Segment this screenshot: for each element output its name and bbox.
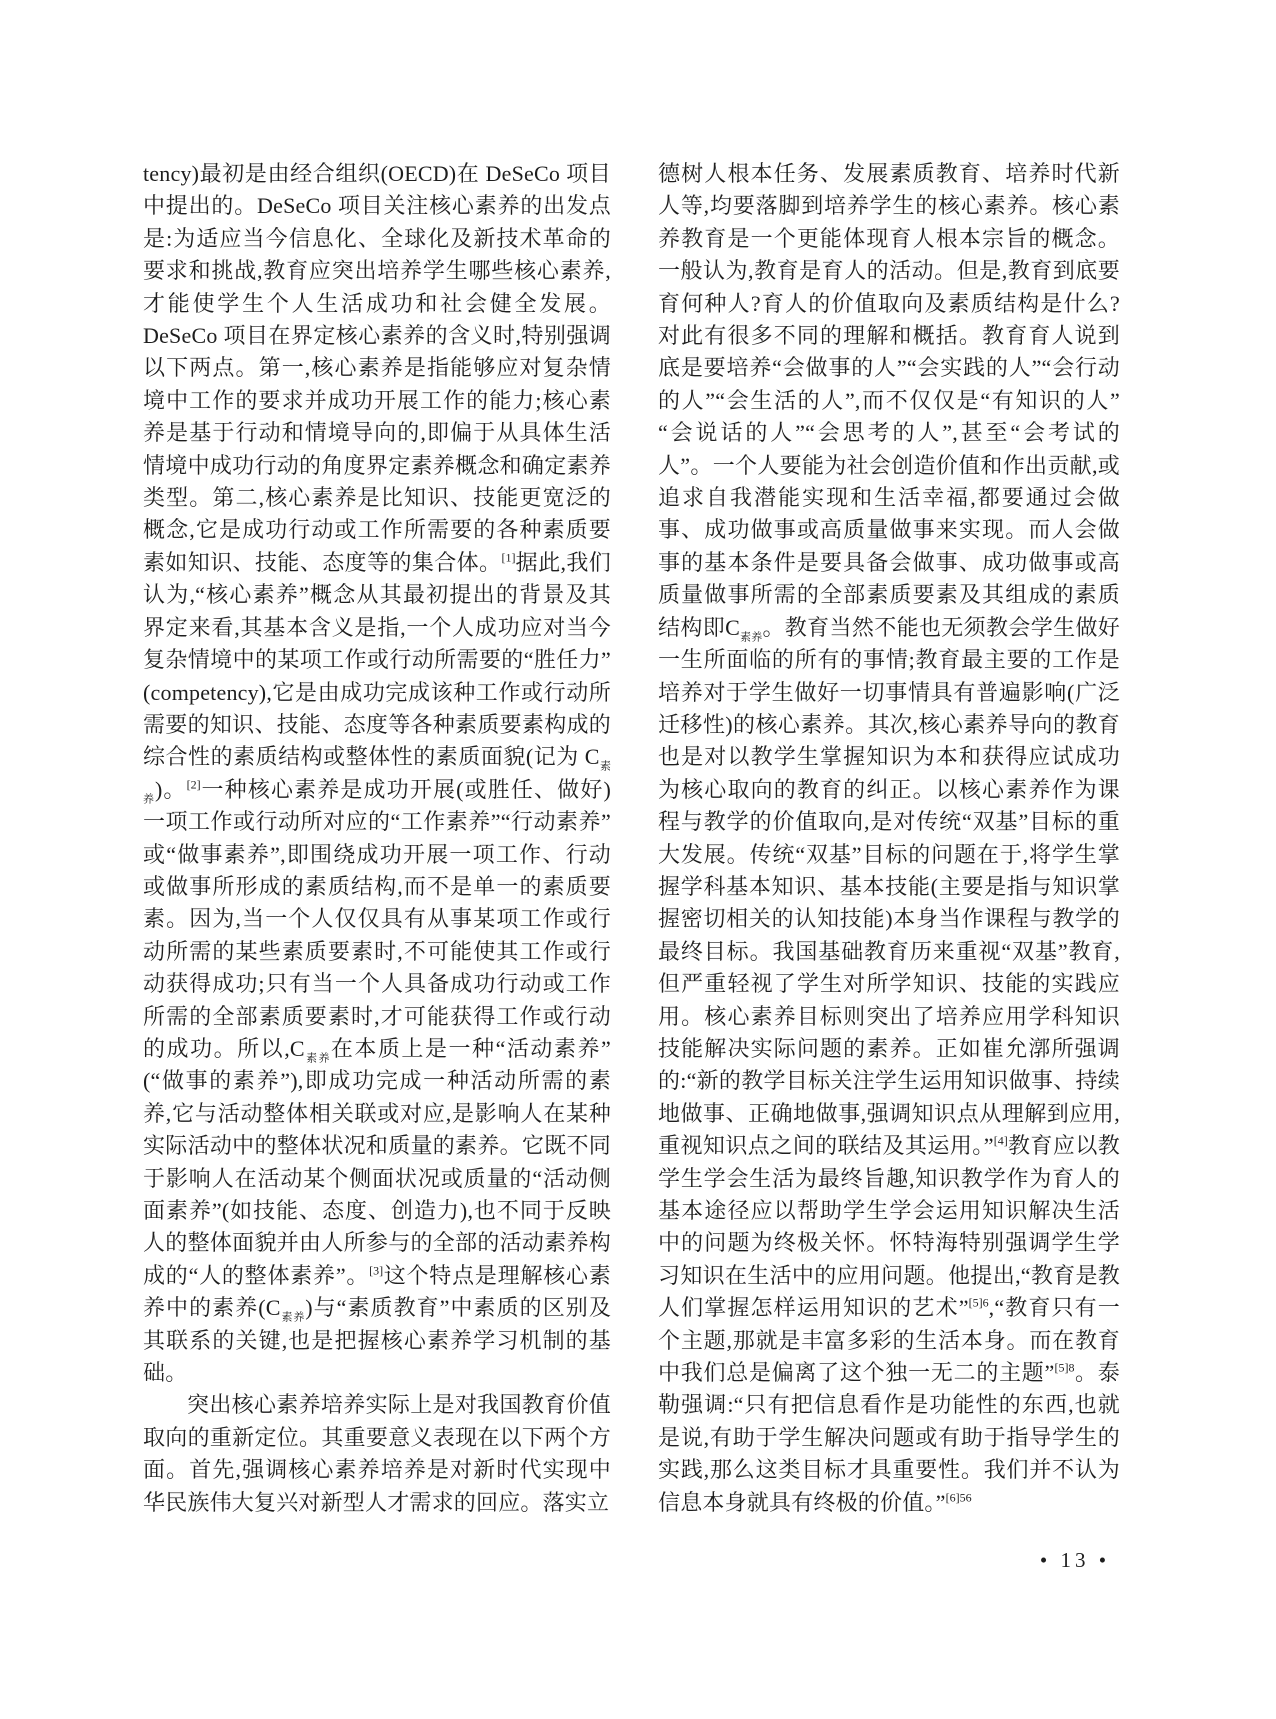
body-text: 教育应以教学生学会生活为最终旨趣,知识教学作为育人的基本途径应以帮助学生学会运用知识解决生活中的问题为终极关怀。怀特海特别强调学生学习知识在生活中的应用问题。他提出,“教育是教人们掌握怎样运用知识的艺术” [658, 1133, 1120, 1321]
body-text: 德树人根本任务、发展素质教育、培养时代新人等,均要落脚到培养学生的核心素养。核心素养教育是一个更能体现育人根本宗旨的概念。一般认为,教育是育人的活动。但是,教育到底要育何种人?育人的价值取向及素质结构是什么?对此有很多不同的理解和概括。教育育人说到底是要培养“会做事的人”“会实践的人”“会行动的人”“会生活的人”,而不仅仅是“有知识的人”“会说话的人”“会思考的人”,甚至“会考试的人”。一个人要能为社会创造价值和作出贡献,或追求自我潜能实现和生活幸福,都要通过会做事、成功做事或高质量做事来实现。而人会做事的基本条件是要具备会做事、成功做事或高质量做事所需的全部素质要素及其组成的素质结构即C [658, 161, 1120, 640]
body-text: )。 [154, 776, 187, 802]
body-text: 。教育当然不能也无须教会学生做好一生所面临的所有的事情;教育最主要的工作是培养对于学生做好一切事情具有普遍影响(广泛迁移性)的核心素养。其次,核心素养导向的教育也是对以教学生掌握知识为本和获得应试成功为核心取向的教育的纠正。以核心素养作为课程与教学的价值取向,是对传统“双基”目标的重大发展。传统“双基”目标的问题在于,将学生掌握学科基本知识、基本技能(主要是指与知识掌握密切相关的认知技能)本身当作课程与教学的最终目标。我国基础教育历来重视“双基”教育,但严重轻视了学生对所学知识、技能的实践应用。核心素养目标则突出了培养应用学科知识技能解决实际问题的素养。正如崔允漷所强调的:“新的教学目标关注学生运用知识做事、持续地做事、正确地做事,强调知识点从理解到应用,重视知识点之间的联结及其运用。” [658, 614, 1121, 1159]
citation-superscript: [5]8 [1054, 1360, 1075, 1375]
paragraph [658, 158, 1120, 1519]
body-text: 据此,我们认为,“核心素养”概念从其最初提出的背景及其界定来看,其基本含义是指,一个人成功应对当今复杂情境中的某项工作或行动所需要的“胜任力”(competency),它是由成功完成该种工作或行动所需要的知识、技能、态度等各种素质要素构成的综合性的素质结构或整体性的素质面貌(记为 C [143, 549, 611, 770]
body-text: ,“教育只有一个主题,那就是丰富多彩的生活本身。而在教育中我们总是偏离了这个独一无二的主题” [658, 1295, 1120, 1386]
paragraph [143, 158, 611, 1389]
citation-superscript: [1] [501, 550, 516, 565]
text-column-right [658, 158, 1120, 1519]
citation-superscript: [2] [186, 777, 201, 792]
page-number: • 13 • [1039, 1548, 1111, 1572]
body-text: tency)最初是由经合组织(OECD)在 DeSeCo 项目中提出的。DeSeCo 项目关注核心素养的出发点是:为适应当今信息化、全球化及新技术革命的要求和挑战,教育应突出培养学生哪些核心素养,才能使学生个人生活成功和社会健全发展。DeSeCo 项目在界定核心素养的含义时,特别强调以下两点。第一,核心素养是指能够应对复杂情境中工作的要求并成功开展工作的能力;核心素养是基于行动和情境导向的,即偏于从具体生活情境中成功行动的角度界定素养概念和确定素养类型。第二,核心素养是比知识、技能更宽泛的概念,它是成功行动或工作所需要的各种素质要素如知识、技能、态度等的集合体。 [143, 161, 611, 575]
paragraph [143, 1389, 611, 1519]
citation-superscript: [5]6 [968, 1295, 989, 1310]
body-text: 这个特点是理解核心素养中的素养(C [143, 1262, 611, 1321]
body-text: 。泰勒强调:“只有把信息看作是功能性的东西,也就是说,有助于学生解决问题或有助于指导学生的实践,那么这类目标才具重要性。我们并不认为信息本身就具有终极的价值。” [658, 1360, 1120, 1515]
subscript-label: 素养 [280, 1311, 306, 1324]
body-text: )与“素质教育”中素质的区别及其联系的关键,也是把握核心素养学习机制的基础。 [143, 1295, 612, 1386]
citation-superscript: [3] [369, 1263, 384, 1278]
body-text: 突出核心素养培养实际上是对我国教育价值取向的重新定位。其重要意义表现在以下两个方面。首先,强调核心素养培养是对新时代实现中华民族伟大复兴对新型人才需求的回应。落实立 [143, 1392, 611, 1515]
subscript-label: 素养 [739, 631, 763, 644]
body-text: 一种核心素养是成功开展(或胜任、做好)一项工作或行动所对应的“工作素养”“行动素养”或“做事素养”,即围绕成功开展一项工作、行动或做事所形成的素质结构,而不是单一的素质要素。因为,当一个人仅仅具有从事某项工作或行动所需的某些素质要素时,不可能使其工作或行动获得成功;只有当一个人具备成功行动或工作所需的全部素质要素时,才可能获得工作或行动的成功。所以,C [143, 776, 611, 1061]
text-column-left [143, 158, 611, 1519]
subscript-label: 素养 [304, 1052, 331, 1065]
citation-superscript: [4] [993, 1133, 1008, 1148]
citation-superscript: [6]56 [945, 1490, 972, 1505]
body-text: 在本质上是一种“活动素养”(“做事的素养”),即成功完成一种活动所需的素养,它与活动整体相关联或对应,是影响人在某种实际活动中的整体状况和质量的素养。它既不同于影响人在活动某个侧面状况或质量的“活动侧面素养”(如技能、态度、创造力),也不同于反映人的整体面貌并由人所参与的全部的活动素养构成的“人的整体素养”。 [143, 1035, 611, 1288]
subscript-label: 素养 [143, 760, 612, 806]
